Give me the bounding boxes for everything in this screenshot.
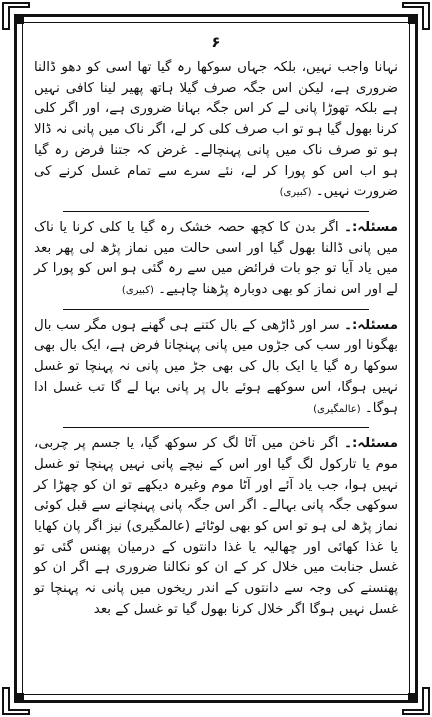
page-body [34, 58, 398, 688]
masla-heading: مسئلہ:۔ [344, 436, 398, 452]
reference: (کبیری) [279, 187, 312, 199]
paragraph [34, 218, 398, 302]
page-number: ۶ [211, 33, 221, 51]
paragraph-text: نہانا واجب نہیں، بلکہ جہاں سوکھا رہ گیا تھا اسی کو دھو ڈالنا ضروری ہے، لیکن اس جگہ صرف گیلا ہاتھ پھیر لینا کافی نہیں ہے بلکہ تھوڑا پانی لے کر اس جگہ بہانا ضروری ہے، اور اگر کلی کرنا بھول گیا ہو تو اب صرف کلی کر لے، اگر ناک میں پانی نہ ڈالا ہو تو صرف ناک میں پانی پہنچالے۔ غرض کہ جتنا فرض رہ گیا ہو اب اس کو پورا کر لے، نئے سرے سے تمام غسل کرنے کی ضرورت نہیں۔ [34, 60, 398, 200]
divider [63, 309, 369, 310]
divider [63, 427, 369, 428]
paragraph [34, 316, 398, 421]
paragraph-text: اگر ناخن میں آٹا لگ کر سوکھ گیا، یا جسم پر چربی، موم یا تارکول لگ گیا اور اس کے نیچے پانی نہیں پہنچا تو غسل نہیں ہوا، جب یاد آئے اور آٹا موم وغیرہ دیکھے تو ان کو چھڑا کر سوکھی جگہ پانی بہالے۔ اگر اس جگہ پانی پہنچانے سے قبل کوئی نماز پڑھ لی ہو تو اس کو بھی لوٹائے (عالمگیری) نیز اگر پان کھایا یا غذا کھائی اور چھالیہ یا غذا دانتوں کے درمیان پھنس گئی تو غسل جنابت میں خلال کر کے ان کو نکالنا ضروری ہے اگر ان کو پھنسنے کی وجہ سے دانتوں کے اندر ریخوں میں پانی نہ پہنچا تو غسل نہیں ہوگا اگر خلال کرنا بھول گیا تو غسل کے بعد [34, 436, 398, 617]
reference: (عالمگیری) [313, 403, 361, 415]
divider [63, 211, 369, 212]
masla-heading: مسئلہ:۔ [344, 219, 398, 235]
reference: (کبیری) [121, 285, 154, 297]
paragraph [34, 58, 398, 204]
paragraph-text: اگر بدن کا کچھ حصہ خشک رہ گیا یا کلی کرنا یا ناک میں پانی ڈالنا بھول گیا اور اسی حالت میں نماز پڑھ لی پھر بعد میں یاد آیا تو جو بات فرائض میں سے رہ گئی ہو اس کو پورا کر لے اور اس نماز کو بھی دوبارہ پڑھنا چاہیے۔ [34, 219, 398, 298]
masla-heading: مسئلہ:۔ [344, 317, 398, 333]
paragraph [34, 434, 398, 620]
paragraph-text: سر اور ڈاڑھی کے بال کتنے ہی گھنے ہوں مگر سب بال بھگونا اور سب کی جڑوں میں پانی پہنچانا فرض ہے، ایک بال بھی سوکھا رہ گیا یا ایک بال کی بھی جڑ میں پانی نہ پہنچا تو غسل نہیں ہوگا، اس سوکھے ہوئے بال پر پانی بہا لے گا تب غسل ادا ہوگا۔ [34, 317, 398, 416]
